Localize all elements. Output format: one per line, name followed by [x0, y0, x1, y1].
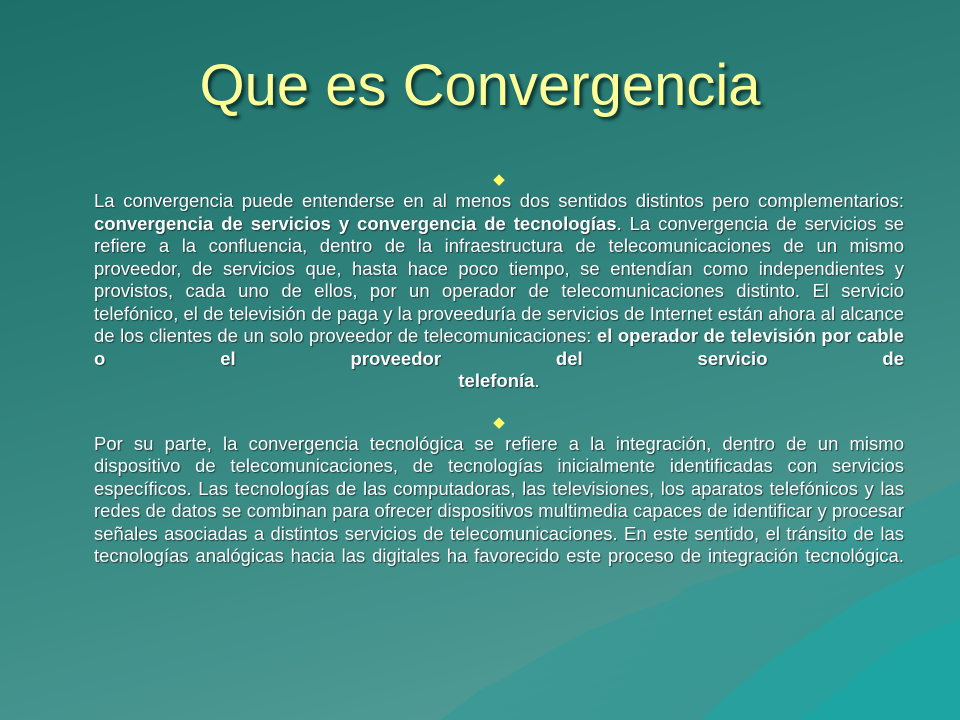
text-segment: . — [898, 545, 904, 566]
bold-text-segment: convergencia de servicios y convergencia de tecnologías — [94, 212, 617, 234]
bold-text-segment: el operador de televisión por cable o el proveedor del servicio de — [94, 325, 904, 369]
text-segment: La convergencia puede entenderse en al menos dos sentidos distintos pero complementarios: — [94, 190, 904, 211]
text-segment: . — [534, 370, 540, 391]
bullet-paragraph-2 — [94, 433, 904, 568]
bullet-item-2 — [94, 415, 904, 568]
bullet-item-1 — [94, 172, 904, 393]
bullet-paragraph-1 — [94, 190, 904, 370]
slide-content — [94, 172, 904, 590]
slide-title: Que es Convergencia — [199, 53, 761, 118]
diamond-bullet-icon: ◆ — [493, 171, 505, 188]
diamond-bullet-icon: ◆ — [493, 413, 505, 431]
bullet-paragraph-1-last-line — [94, 370, 904, 393]
text-segment: . La convergencia de servicios se refiere a la confluencia, dentro de la infraestructura de telecomunicaciones de un mismo proveedor, de servicios que, hasta hace poco tiempo, se entendían como independientes y provistos, cada uno de ellos, por un operador de telecomunicaciones distinto. El servicio telefónico, el de televisión de paga y la proveeduría de servicios de Internet están ahora al alcance de los clientes de un solo proveedor de telecomunicaciones: — [94, 212, 904, 346]
text-segment: Por su parte, la convergencia tecnológica se refiere a la integración, dentro de un mismo dispositivo de telecomunicaciones, de tecnologías inicialmente identificadas con servicios específicos. Las tecnologías de las computadoras, las televisiones, los aparatos telefónicos y las redes de datos se combinan para ofrecer dispositivos multimedia capaces de identificar y procesar señales asociadas a distintos servicios de telecomunicaciones. En este sentido, el tránsito de las tecnologías analógicas hacia las digitales ha favorecido este proceso de integración tecnológica — [94, 432, 904, 566]
bold-text-segment: telefonía — [458, 370, 535, 391]
